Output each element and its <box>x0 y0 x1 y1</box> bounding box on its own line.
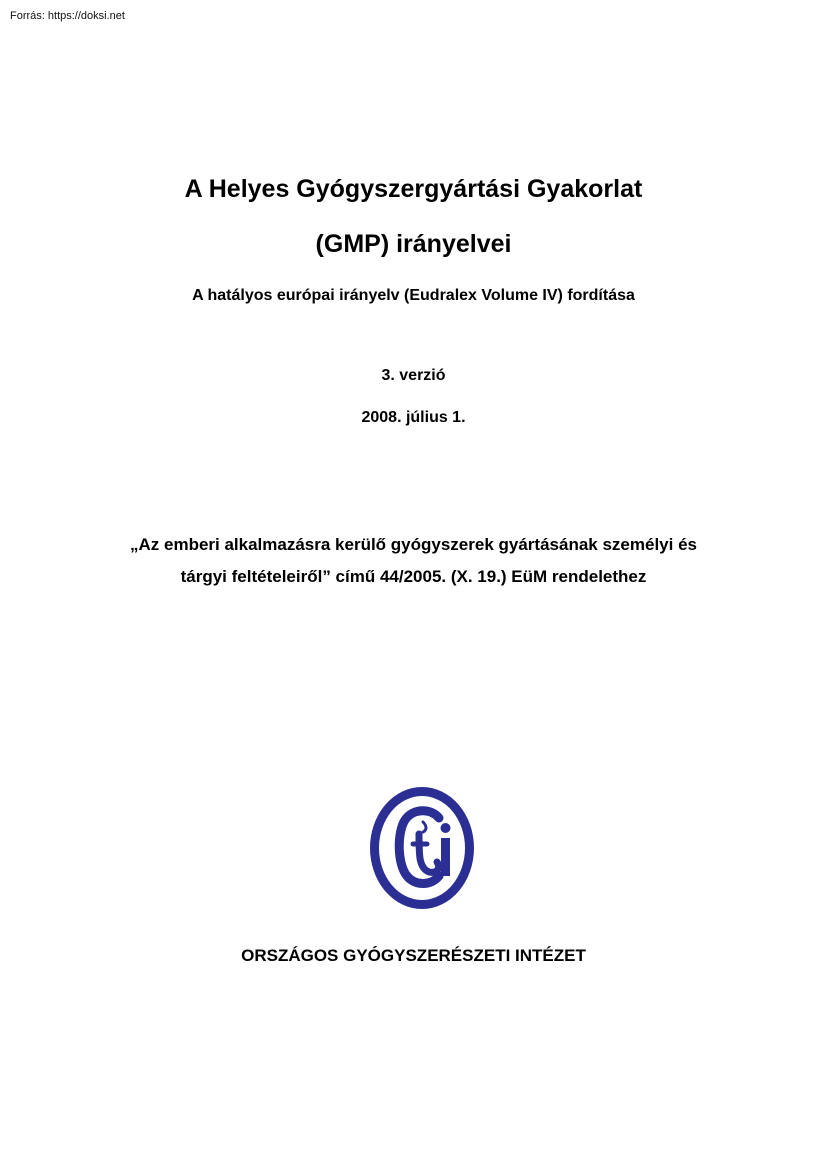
document-title-line-2: (GMP) irányelvei <box>315 230 512 258</box>
source-label: Forrás: https://doksi.net <box>10 10 125 22</box>
institute-name: ORSZÁGOS GYÓGYSZERÉSZETI INTÉZET <box>241 946 586 965</box>
document-subtitle: A hatályos európai irányelv (Eudralex Volume IV) fordítása <box>192 287 635 304</box>
document-version: 3. verzió <box>381 367 446 384</box>
decree-reference-line-2: tárgyi feltételeiről” című 44/2005. (X. 19.) EüM rendelethez <box>180 567 647 586</box>
decree-reference-line-1: „Az emberi alkalmazásra kerülő gyógyszerek gyártásának személyi és <box>130 535 697 554</box>
ogyi-logo-icon <box>367 784 477 912</box>
document-date: 2008. július 1. <box>361 409 466 426</box>
document-title-line-1: A Helyes Gyógyszergyártási Gyakorlat <box>184 175 643 203</box>
